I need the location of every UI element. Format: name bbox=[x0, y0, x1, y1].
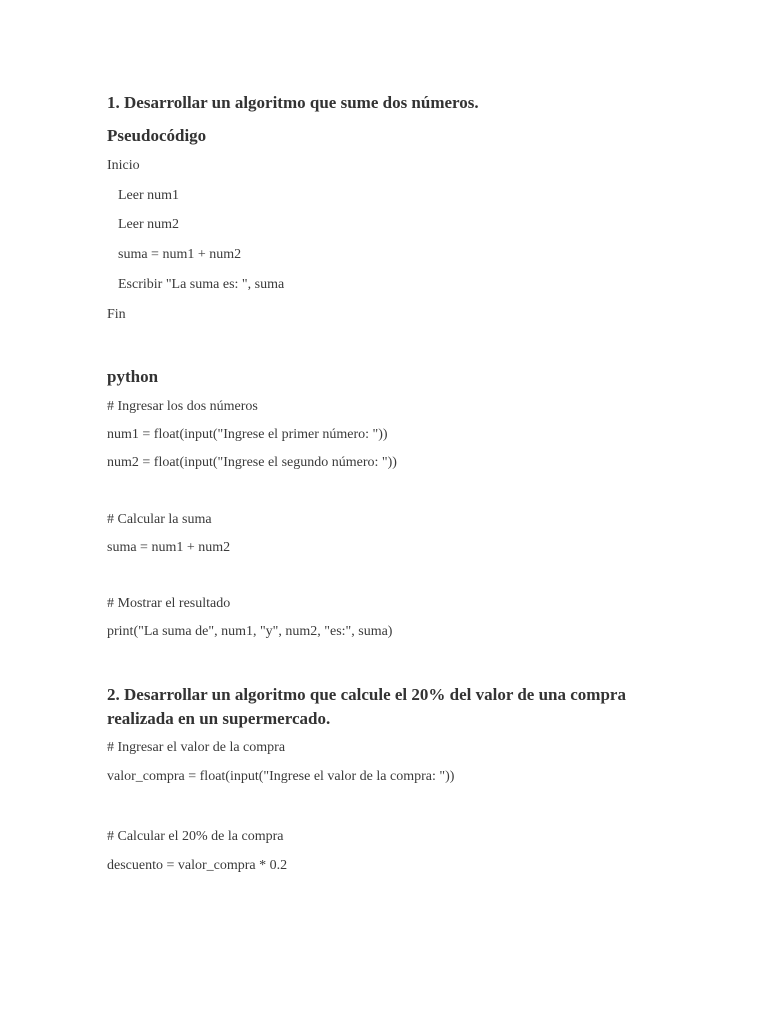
code-line-comment-20: # Calcular el 20% de la compra bbox=[107, 829, 284, 844]
pseudocode-title: Pseudocódigo bbox=[107, 126, 207, 145]
code-line-print: print("La suma de", num1, "y", num2, "es:", suma) bbox=[107, 624, 393, 639]
section1-heading: 1. Desarrollar un algoritmo que sume dos números. bbox=[107, 93, 479, 112]
code-line-comment-calcular: # Calcular la suma bbox=[107, 512, 212, 527]
code-line-descuento: descuento = valor_compra * 0.2 bbox=[107, 858, 288, 873]
pseudo-line-escribir: Escribir "La suma es: ", suma bbox=[118, 277, 285, 292]
code-line-valor-compra: valor_compra = float(input("Ingrese el valor de la compra: ")) bbox=[107, 769, 455, 784]
pseudo-line-leer-num1: Leer num1 bbox=[118, 188, 180, 203]
code-line-comment-valor: # Ingresar el valor de la compra bbox=[107, 740, 286, 755]
code-line-num2: num2 = float(input("Ingrese el segundo número: ")) bbox=[107, 455, 397, 470]
code-line-suma: suma = num1 + num2 bbox=[107, 540, 231, 555]
pseudo-line-fin: Fin bbox=[107, 307, 126, 322]
section2-heading: 2. Desarrollar un algoritmo que calcule el 20% del valor de una compra realizada en un supermercado. bbox=[107, 685, 626, 728]
code-line-comment-ingresar: # Ingresar los dos números bbox=[107, 399, 258, 414]
code-line-num1: num1 = float(input("Ingrese el primer número: ")) bbox=[107, 427, 388, 442]
python-title: python bbox=[107, 367, 159, 386]
pseudo-line-suma: suma = num1 + num2 bbox=[118, 247, 242, 262]
pseudo-line-leer-num2: Leer num2 bbox=[118, 217, 180, 232]
pseudo-line-inicio: Inicio bbox=[107, 158, 140, 173]
code-line-comment-mostrar: # Mostrar el resultado bbox=[107, 596, 231, 611]
